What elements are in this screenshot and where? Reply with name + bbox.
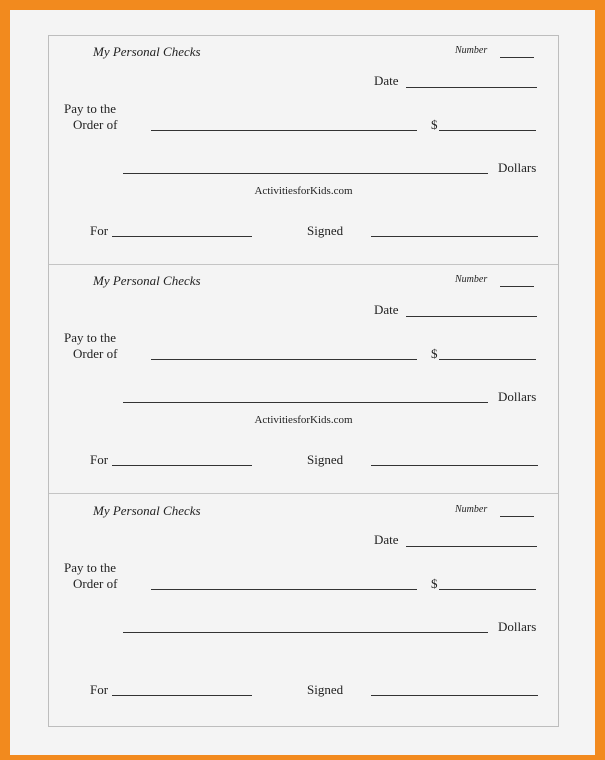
date-line bbox=[406, 316, 537, 317]
check-title: My Personal Checks bbox=[93, 503, 201, 518]
for-label: For bbox=[90, 682, 109, 697]
order-of-label: Order of bbox=[73, 576, 118, 591]
number-line bbox=[500, 516, 534, 517]
for-label: For bbox=[90, 223, 109, 238]
order-of-label: Order of bbox=[73, 117, 118, 132]
signed-label: Signed bbox=[307, 452, 344, 467]
for-line bbox=[112, 465, 252, 466]
check-2 bbox=[49, 265, 558, 494]
check-1 bbox=[49, 36, 558, 265]
signed-label: Signed bbox=[307, 682, 344, 697]
for-line bbox=[112, 236, 252, 237]
order-of-label: Order of bbox=[73, 346, 118, 361]
dollar-sign: $ bbox=[431, 117, 438, 132]
date-line bbox=[406, 87, 537, 88]
check-3 bbox=[49, 495, 558, 723]
date-line bbox=[406, 546, 537, 547]
for-line bbox=[112, 695, 252, 696]
number-line bbox=[500, 286, 534, 287]
payee-line bbox=[151, 589, 417, 590]
page-frame bbox=[10, 10, 595, 755]
date-label: Date bbox=[374, 302, 399, 317]
pay-to-label: Pay to the bbox=[64, 101, 116, 116]
date-label: Date bbox=[374, 532, 399, 547]
dollars-label: Dollars bbox=[498, 619, 537, 634]
amount-line bbox=[439, 589, 536, 590]
check-title: My Personal Checks bbox=[93, 273, 201, 288]
signature-line bbox=[371, 236, 538, 237]
dollar-sign: $ bbox=[431, 576, 438, 591]
amount-words-line bbox=[123, 402, 488, 403]
payee-line bbox=[151, 359, 417, 360]
amount-words-line bbox=[123, 173, 488, 174]
number-line bbox=[500, 57, 534, 58]
payee-line bbox=[151, 130, 417, 131]
number-label: Number bbox=[455, 274, 488, 285]
pay-to-label: Pay to the bbox=[64, 330, 116, 345]
dollar-sign: $ bbox=[431, 346, 438, 361]
dollars-label: Dollars bbox=[498, 160, 537, 175]
signature-line bbox=[371, 695, 538, 696]
signed-label: Signed bbox=[307, 223, 344, 238]
for-label: For bbox=[90, 452, 109, 467]
check-sheet bbox=[48, 35, 559, 727]
pay-to-label: Pay to the bbox=[64, 560, 116, 575]
amount-line bbox=[439, 130, 536, 131]
number-label: Number bbox=[455, 504, 488, 515]
number-label: Number bbox=[455, 45, 488, 56]
website-text: ActivitiesforKids.com bbox=[254, 414, 353, 426]
amount-words-line bbox=[123, 632, 488, 633]
check-title: My Personal Checks bbox=[93, 44, 201, 59]
signature-line bbox=[371, 465, 538, 466]
date-label: Date bbox=[374, 73, 399, 88]
amount-line bbox=[439, 359, 536, 360]
website-text: ActivitiesforKids.com bbox=[254, 185, 353, 197]
dollars-label: Dollars bbox=[498, 389, 537, 404]
